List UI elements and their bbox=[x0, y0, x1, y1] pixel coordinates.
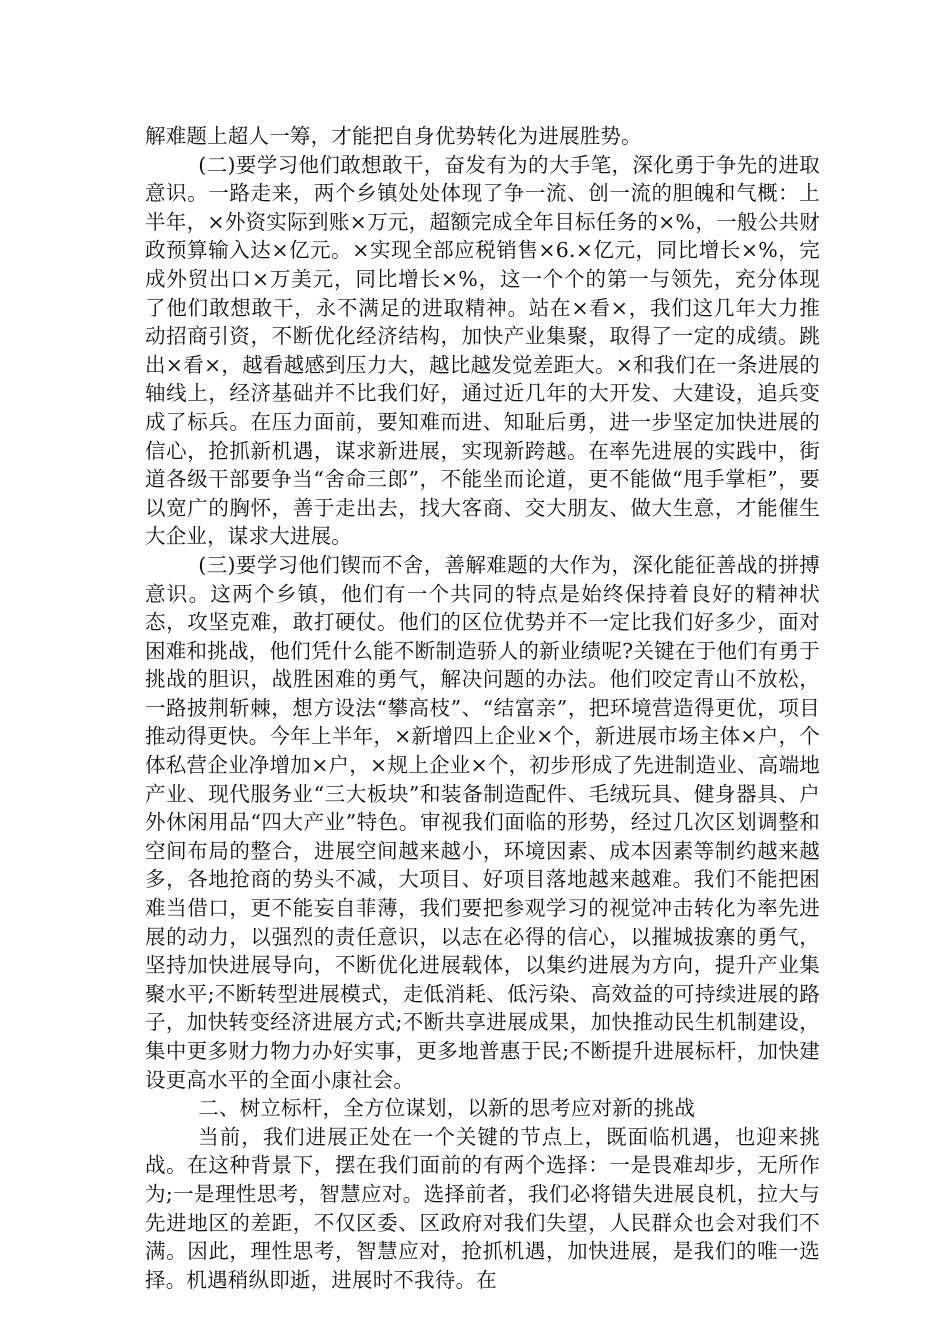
paragraph-current-situation: 当前，我们进展正处在一个关键的节点上，既面临机遇，也迎来挑战。在这种背景下，摆在我们面前的有两个选择：一是畏难却步，无所作为;一是理性思考，智慧应对。选择前者，我们必将错失进展良机，拉大与先进地区的差距，不仅区委、区政府对我们失望，人民群众也会对我们不满。因此，理性思考，智慧应对，抢抓机遇，加快进展，是我们的唯一选择。机遇稍纵即逝，进展时不我待。在 bbox=[145, 1124, 820, 1292]
paragraph-section-two: (二)要学习他们敢想敢干，奋发有为的大手笔，深化勇于争先的进取意识。一路走来，两个乡镇处处体现了争一流、创一流的胆魄和气概：上半年，×外资实际到账×万元，超额完成全年目标任务的×%，一般公共财政预算输入达×亿元。×实现全部应税销售×6.×亿元，同比增长×%，完成外贸出口×万美元，同比增长×%，这一个个的第一与领先，充分体现了他们敢想敢干，永不满足的进取精神。站在×看×，我们这几年大力推动招商引资，不断优化经济结构，加快产业集聚，取得了一定的成绩。跳出×看×，越看越感到压力大，越比越发觉差距大。×和我们在一条进展的轴线上，经济基础并不比我们好，通过近几年的大开发、大建设，追兵变成了标兵。在压力面前，要知难而进、知耻后勇，进一步坚定加快进展的信心，抢抓新机遇，谋求新进展，实现新跨越。在率先进展的实践中，街道各级干部要争当“舍命三郎”，不能坐而论道，更不能做“甩手掌柜”，要以宽广的胸怀，善于走出去，找大客商、交大朋友、做大生意，才能催生大企业，谋求大进展。 bbox=[145, 152, 820, 549]
document-body bbox=[145, 122, 820, 1294]
section-heading: 二、树立标杆，全方位谋划，以新的思考应对新的挑战 bbox=[198, 1096, 696, 1121]
paragraph-section-three: (三)要学习他们锲而不舍，善解难题的大作为，深化能征善战的拼搏意识。这两个乡镇，他们有一个共同的特点是始终保持着良好的精神状态，攻坚克难，敢打硬仗。他们的区位优势并不一定比我们好多少，面对困难和挑战，他们凭什么能不断制造骄人的新业绩呢?关键在于他们有勇于挑战的胆识，战胜困难的勇气，解决问题的办法。他们咬定青山不放松，一路披荆斩棘，想方设法“攀高枝”、“结富亲”，把环境营造得更优，项目推动得更快。今年上半年，×新增四上企业×个，新进展市场主体×户，个体私营企业净增加×户，×规上企业×个，初步形成了先进制造业、高端地产业、现代服务业“三大板块”和装备制造配件、毛绒玩具、健身器具、户外休闲用品“四大产业”特色。审视我们面临的形势，经过几次区划调整和空间布局的整合，进展空间越来越小，环境因素、成本因素等制约越来越多，各地抢商的势头不减，大项目、好项目落地越来越难。我们不能把困难当借口，更不能妄自菲薄，我们要把参观学习的视觉冲击转化为率先进展的动力，以强烈的责任意识，以志在必得的信心，以摧城拔寨的勇气，坚持加快进展导向，不断优化进展载体，以集约进展为方向，提升产业集聚水平;不断转型进展模式，走低消耗、低污染、高效益的可持续进展的路子，加快转变经济进展方式;不断共享进展成果，加快推动民生机制建设，集中更多财力物力办好实事，更多地普惠于民;不断提升进展标杆，加快建设更高水平的全面小康社会。 bbox=[145, 552, 820, 1092]
paragraph-continuation: 解难题上超人一筹，才能把自身优势转化为进展胜势。 bbox=[145, 124, 642, 148]
